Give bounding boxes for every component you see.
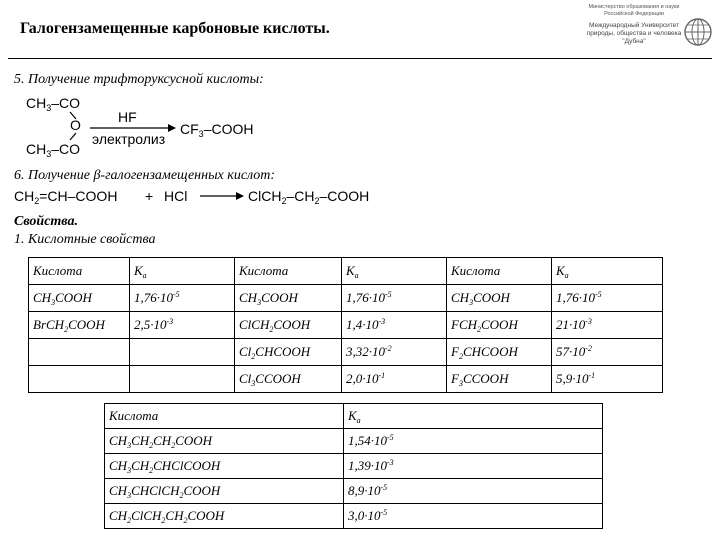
ka-cell: $1,76\cdot 10^{-5}$ [130,285,235,312]
product-cf3cooh: $CF_3$–COOH [180,121,254,139]
reactant-bottom: $CH_3-CO$ [26,141,81,159]
table-row [105,454,603,479]
reactant-top: $CH_3-CO$ [26,95,81,113]
ka-cell: $2,5\cdot 10^{-3}$ [130,312,235,339]
ka-cell: $8,9\cdot 10^{-5}$ [344,479,603,504]
table-row [105,429,603,454]
logo-text-university: Международный Университет природы, общества и человека "Дубна" [586,22,682,45]
reaction-5-scheme [20,90,320,162]
ka-cell: $1,76\cdot 10^{-5}$ [342,285,447,312]
reagent-hf: HF [118,109,137,125]
header-acid: Кислота [105,404,344,429]
table-header-row [29,258,663,285]
product-chloropropionic: $ClCH_2-CH_2$–COOH [248,188,370,206]
condition-electrolysis: электролиз [92,131,166,147]
university-globe-icon [682,10,714,54]
acid-cell: $CH_3COOH$ [447,285,552,312]
table-row [105,479,603,504]
section-5-heading: 5. Получение трифторуксусной кислоты: [14,72,264,87]
ka-cell: $1,76\cdot 10^{-5}$ [552,285,663,312]
acidity-table-2 [104,403,603,529]
acid-cell: $CH_3COOH$ [29,285,130,312]
reaction-6-scheme [14,184,394,210]
ka-cell: $1,4\cdot 10^{-3}$ [342,312,447,339]
table-row [29,312,663,339]
table-row [29,285,663,312]
header-acid: Кислота [447,258,552,285]
header-acid: Кислота [29,258,130,285]
acid-cell: $FCH_2COOH$ [447,312,552,339]
acid-cell: ClCH$_2$COOH [235,312,342,339]
properties-heading: Свойства. [14,214,78,229]
acid-cell: $F_3CCOOH$ [447,366,552,393]
header-acid: Кислота [235,258,342,285]
ka-cell: $2,0\cdot 10^{-1}$ [342,366,447,393]
empty-cell [29,366,130,393]
ka-cell: $3,32\cdot 10^{-2}$ [342,339,447,366]
acidity-table-1 [28,257,663,393]
ka-cell: $57\cdot 10^{-2}$ [552,339,663,366]
table-row [29,366,663,393]
empty-cell [130,366,235,393]
acid-cell: $CH_3COOH$ [235,285,342,312]
acid-cell: $CH_3CH_2CH_2COOH$ [105,429,344,454]
acid-cell: $CH_3CHClCH_2COOH$ [105,479,344,504]
page-title: Галогензамещенные карбоновые кислоты. [20,20,330,37]
header-ka: $K_a$ [552,258,663,285]
plus-sign: + [145,188,154,204]
table-row [105,504,603,529]
ka-cell: $3,0\cdot 10^{-5}$ [344,504,603,529]
table-row [29,339,663,366]
table-header-row [105,404,603,429]
acid-cell: $CH_2ClCH_2CH_2COOH$ [105,504,344,529]
header-divider [8,58,712,59]
ka-cell: $1,39\cdot 10^{-3}$ [344,454,603,479]
header-ka: $K_a$ [342,258,447,285]
section-6-heading: 6. Получение β-галогензамещенных кислот: [14,168,276,183]
ka-cell: $1,54\cdot 10^{-5}$ [344,429,603,454]
header-ka: $K_a$ [130,258,235,285]
empty-cell [29,339,130,366]
logo-text-ministry: Министерство образования и науки Российской Федерации [588,4,680,17]
acid-cell: $F_2CHCOOH$ [447,339,552,366]
empty-cell [130,339,235,366]
acid-properties-subheading: 1. Кислотные свойства [14,232,156,247]
reactant-oxygen: O [70,117,81,133]
ka-cell: $21\cdot 10^{-3}$ [552,312,663,339]
acid-cell: $Cl_3CCOOH$ [235,366,342,393]
reagent-hcl: HCl [164,188,188,204]
acid-cell: $CH_3CH_2CHClCOOH$ [105,454,344,479]
reactant-acrylic-acid: $CH_2=CH$–COOH [14,188,118,206]
ka-cell: $5,9\cdot 10^{-1}$ [552,366,663,393]
header-ka: $K_a$ [344,404,603,429]
acid-cell: BrCH$_2$COOH [29,312,130,339]
university-logo-text [586,4,682,46]
acid-cell: $Cl_2CHCOOH$ [235,339,342,366]
